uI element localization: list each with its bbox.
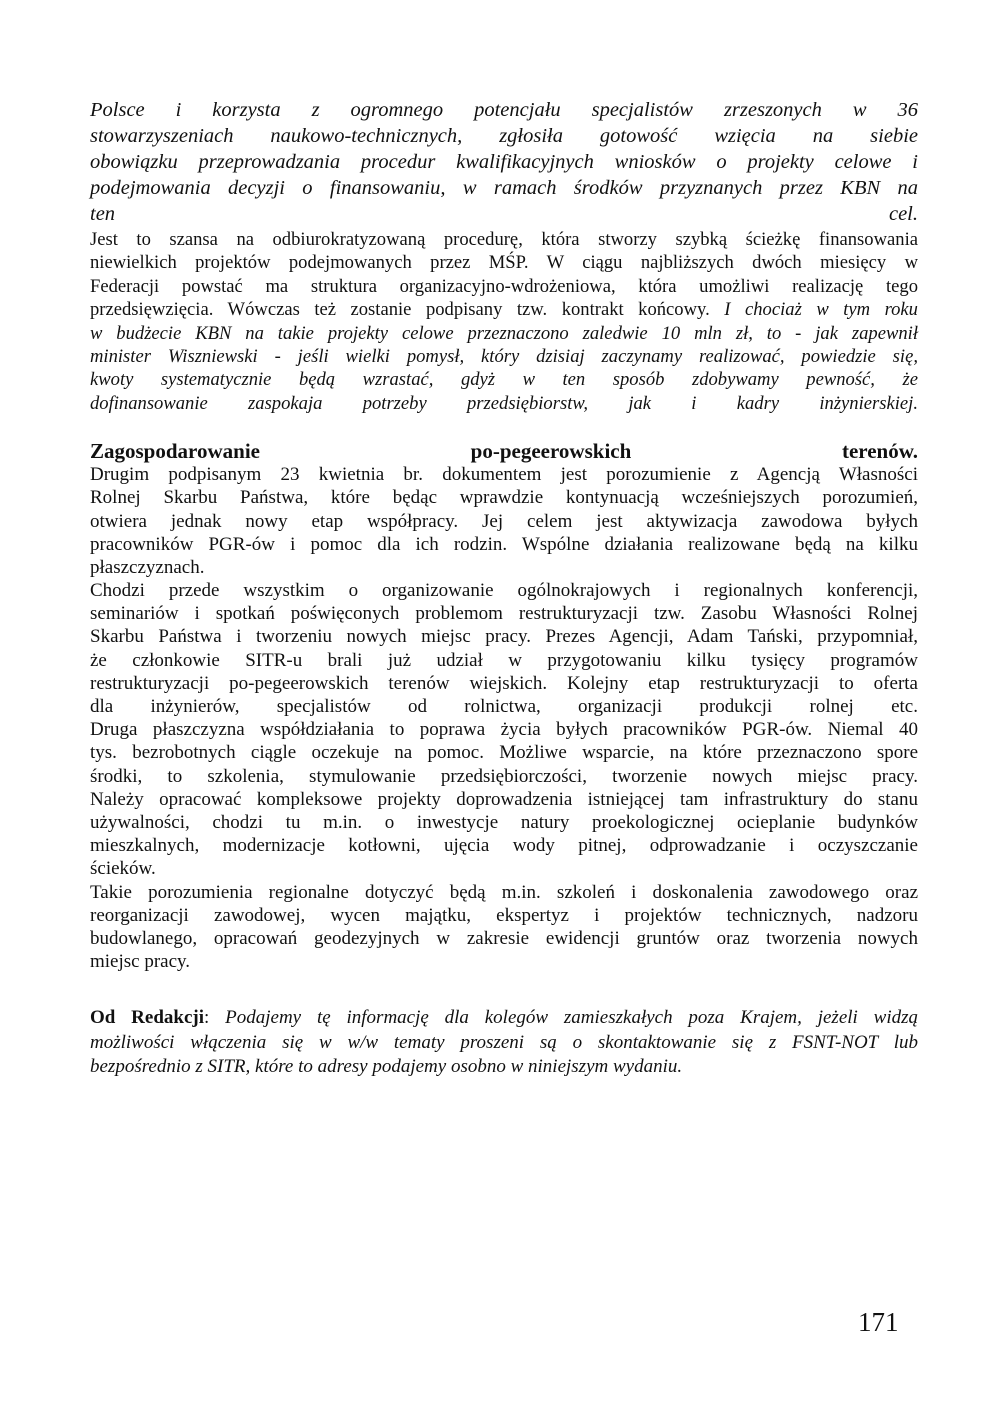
text-line: minister Wiszniewski - jeśli wielki pomysł, który dzisiaj zaczynamy realizować, powiedzie się,	[90, 345, 918, 367]
text-line: Rolnej Skarbu Państwa, które będąc wprawdzie kontynuacją wcześniejszych porozumień,	[90, 487, 918, 509]
text-line: Chodzi przede wszystkim o organizowanie ogólnokrajowych i regionalnych konferencji,	[90, 580, 918, 602]
heading-word: terenów.	[841, 439, 918, 464]
text-line: używalności, chodzi tu m.in. o inwestycje natury proekologicznej ocieplanie budynków	[90, 811, 918, 833]
text-line: obowiązku przeprowadzania procedur kwalifikacyjnych wniosków o projekty celowe i	[90, 151, 918, 173]
text-line: Jest to szansa na odbiurokratyzowaną procedurę, która stworzy szybką ścieżkę finansowania	[90, 229, 918, 250]
text-line: stowarzyszeniach naukowo-technicznych, zgłosiła gotowość wzięcia na siebie	[90, 125, 918, 147]
text-line-mixed	[90, 298, 918, 321]
text-line: bezpośrednio z SITR, które to adresy podajemy osobno w niniejszym wydaniu.	[90, 1056, 683, 1078]
text-line: Polsce i korzysta z ogromnego potencjału specjalistów zrzeszonych w 36	[90, 99, 918, 121]
text-line: Federacji powstać ma struktura organizacyjno-wdrożeniowa, która umożliwi realizację tego	[90, 275, 918, 297]
editor-note-label: Od Redakcji	[90, 1007, 205, 1029]
text-line: płaszczyznach.	[90, 556, 205, 578]
text-line: otwiera jednak nowy etap współpracy. Jej celem jest aktywizacja zawodowa byłych	[90, 510, 918, 532]
section-heading	[90, 439, 918, 463]
text-line: że członkowie SITR-u brali już udział w przygotowaniu kilku tysięcy programów	[90, 649, 918, 671]
page-number: 171	[858, 1307, 899, 1337]
text-line: budowlanego, opracowań geodezyjnych w zakresie ewidencji gruntów oraz tworzenia nowych	[90, 927, 918, 949]
heading-word: po-pegeerowskich	[470, 439, 632, 464]
text-line: kwoty systematycznie będą wzrastać, gdyż w ten sposób zdobywamy pewność, że	[90, 369, 918, 391]
section-body	[90, 463, 918, 973]
text-line-mixed	[90, 1006, 918, 1031]
text-line: Skarbu Państwa i tworzeniu nowych miejsc pracy. Prezes Agencji, Adam Tański, przypomniał,	[90, 626, 918, 648]
text-line: niewielkich projektów podejmowanych przez MŚP. W ciągu najbliższych dwóch miesięcy w	[90, 252, 918, 274]
text-line: Drugim podpisanym 23 kwietnia br. dokumentem jest porozumienie z Agencją Własności	[90, 464, 918, 486]
text-line: dla inżynierów, specjalistów od rolnictwa, organizacji produkcji rolnej etc.	[90, 696, 918, 717]
text-line: mieszkalnych, modernizacje kotłowni, ujęcia wody pitnej, odprowadzanie i oczyszczanie	[90, 835, 918, 857]
text-line: ścieków.	[90, 858, 156, 880]
text-italic: Podajemy tę informację dla kolegów zamieszkałych poza Krajem, jeżeli widzą	[225, 1007, 918, 1029]
text-line: reorganizacji zawodowej, wycen majątku, ekspertyz i projektów technicznych, nadzoru	[90, 904, 918, 926]
text-line: w budżecie KBN na takie projekty celowe przeznaczono zaledwie 10 mln zł, to - jak zapewnił	[90, 322, 918, 344]
text-line: tys. bezrobotnych ciągle oczekuje na pomoc. Możliwe wsparcie, na które przeznaczono spore	[90, 742, 918, 764]
heading-word: Zagospodarowanie	[90, 439, 260, 464]
intro-paragraph	[90, 97, 918, 227]
text-line: Należy opracować kompleksowe projekty doprowadzenia istniejącej tam infrastruktury do stanu	[90, 788, 918, 810]
editor-note	[90, 1006, 918, 1080]
text-line: seminariów i spotkań poświęconych problemom restrukturyzacji tzw. Zasobu Własności Rolnej	[90, 603, 918, 625]
text-line: środki, to szkolenia, stymulowanie przedsiębiorczości, tworzenie nowych miejsc pracy.	[90, 765, 918, 787]
text-line: ten cel.	[90, 203, 918, 225]
text-regular: przedsięwzięcia. Wówczas też zostanie podpisany tzw. kontrakt końcowy.	[90, 299, 710, 321]
text-line: Druga płaszczyzna współdziałania to poprawa życia byłych pracowników PGR-ów. Niemal 40	[90, 719, 918, 741]
text-line: Takie porozumienia regionalne dotyczyć będą m.in. szkoleń i doskonalenia zawodowego oraz	[90, 881, 918, 903]
text-line: pracowników PGR-ów i pomoc dla ich rodzin. Wspólne działania realizowane będą na kilku	[90, 533, 918, 555]
text-line: możliwości włączenia się w w/w tematy proszeni są o skontaktowanie się z FSNT-NOT lub	[90, 1031, 918, 1053]
editor-note-colon: :	[204, 1007, 226, 1029]
text-line: restrukturyzacji po-pegeerowskich terenów wiejskich. Kolejny etap restrukturyzacji to oferta	[90, 672, 918, 694]
text-line: podejmowania decyzji o finansowaniu, w ramach środków przyznanych przez KBN na	[90, 177, 918, 199]
text-line: miejsc pracy.	[90, 951, 191, 973]
text-italic: I chociaż w tym roku	[724, 299, 918, 321]
document-page	[90, 97, 918, 1080]
text-line: dofinansowanie zaspokaja potrzeby przedsiębiorstw, jak i kadry inżynierskiej.	[90, 392, 918, 414]
paragraph-federation	[90, 228, 918, 415]
